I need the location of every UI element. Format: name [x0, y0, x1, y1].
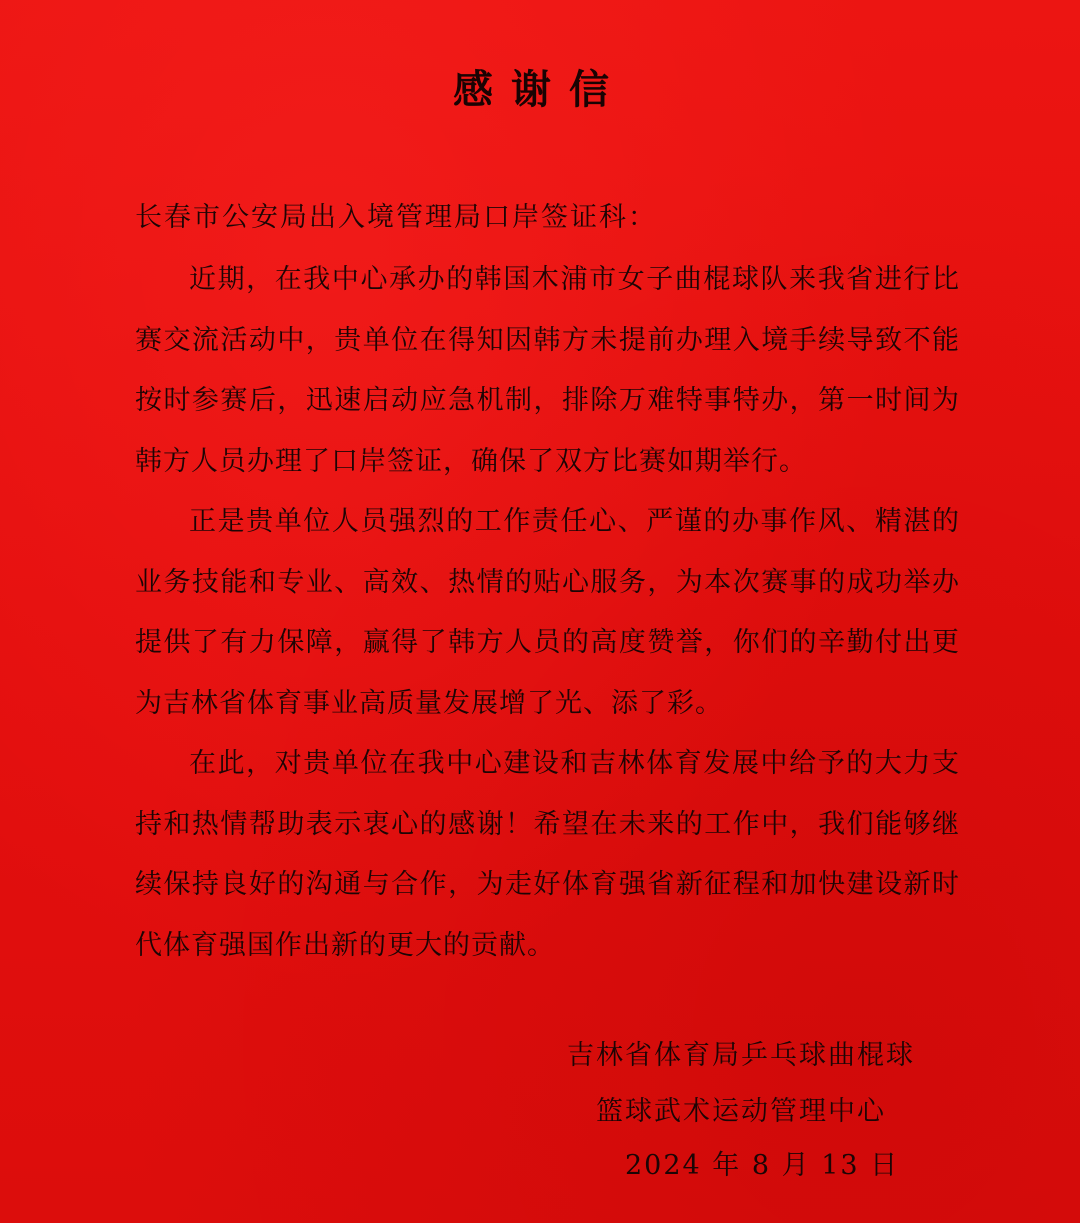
signature-organization-line2: 篮球武术运动管理中心 [596, 1096, 886, 1127]
signature-organization-line1: 吉林省体育局乒乓球曲棍球 [567, 1040, 915, 1071]
paragraph-3: 在此，对贵单位在我中心建设和吉林体育发展中给予的大力支持和热情帮助表示衷心的感谢！希望在未来的工作中，我们能够继续保持良好的沟通与合作，为走好体育强省新征程和加快建设新时代体育强国作出新的更大的贡献。 [135, 748, 960, 961]
letter-title: 感谢信 [453, 67, 627, 113]
paragraph-2: 正是贵单位人员强烈的工作责任心、严谨的办事作风、精湛的业务技能和专业、高效、热情的贴心服务，为本次赛事的成功举办提供了有力保障，赢得了韩方人员的高度赞誉，你们的辛勤付出更为吉林省体育事业高质量发展增了光、添了彩。 [135, 506, 960, 719]
letter-body [135, 250, 960, 976]
salutation: 长春市公安局出入境管理局口岸签证科： [135, 202, 657, 233]
letter-date: 2024 年 8 月 13 日 [625, 1150, 900, 1181]
paragraph-1: 近期，在我中心承办的韩国木浦市女子曲棍球队来我省进行比赛交流活动中，贵单位在得知因韩方未提前办理入境手续导致不能按时参赛后，迅速启动应急机制，排除万难特事特办，第一时间为韩方人员办理了口岸签证，确保了双方比赛如期举行。 [135, 264, 960, 477]
signature-block [567, 1028, 915, 1140]
